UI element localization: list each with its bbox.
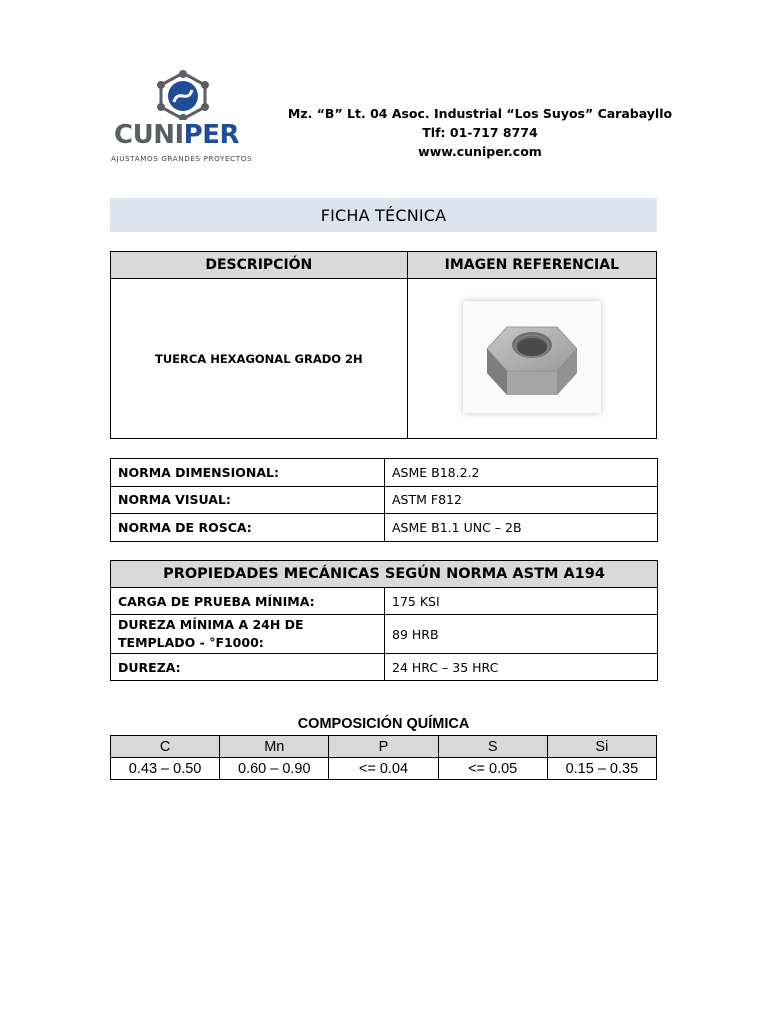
contact-block <box>280 104 680 161</box>
table-row <box>111 654 658 681</box>
description-table <box>110 251 657 439</box>
header-description: DESCRIPCIÓN <box>111 252 408 279</box>
product-description: TUERCA HEXAGONAL GRADO 2H <box>111 279 408 439</box>
logo-emblem-icon <box>154 70 212 120</box>
page-title-bar <box>110 198 657 232</box>
chemical-title: COMPOSICIÓN QUÍMICA <box>297 716 470 732</box>
reference-image <box>463 301 601 413</box>
norm-value: ASTM F812 <box>385 486 658 514</box>
property-value: 24 HRC – 35 HRC <box>385 654 658 681</box>
contact-phone: Tlf: 01-717 8774 <box>422 125 538 140</box>
table-row <box>111 514 658 542</box>
table-row <box>111 758 657 780</box>
mechanical-properties-table <box>110 560 658 681</box>
hex-nut-icon <box>463 301 601 413</box>
norm-label: NORMA DIMENSIONAL: <box>111 459 385 487</box>
element-value: 0.15 – 0.35 <box>547 758 656 780</box>
element-header: S <box>438 736 547 758</box>
logo-tagline: AJUSTAMOS GRANDES PROYECTOS <box>111 154 253 163</box>
element-header: Mn <box>220 736 329 758</box>
page-title: FICHA TÉCNICA <box>320 205 447 225</box>
element-header: C <box>111 736 220 758</box>
table-row <box>111 615 658 654</box>
element-header: P <box>329 736 438 758</box>
contact-address: Mz. “B” Lt. 04 Asoc. Industrial “Los Suyos” Carabayllo <box>287 106 673 121</box>
norm-value: ASME B18.2.2 <box>385 459 658 487</box>
property-label: CARGA DE PRUEBA MÍNIMA: <box>111 588 385 615</box>
header-image: IMAGEN REFERENCIAL <box>407 252 656 279</box>
table-row <box>111 486 658 514</box>
norm-label: NORMA DE ROSCA: <box>111 514 385 542</box>
element-value: 0.43 – 0.50 <box>111 758 220 780</box>
chemical-composition-table <box>110 735 657 780</box>
element-header: Si <box>547 736 656 758</box>
norms-table <box>110 458 658 542</box>
element-value: 0.60 – 0.90 <box>220 758 329 780</box>
element-value: <= 0.04 <box>329 758 438 780</box>
property-value: 175 KSI <box>385 588 658 615</box>
mechanical-title: PROPIEDADES MECÁNICAS SEGÚN NORMA ASTM A194 <box>111 561 658 588</box>
table-header-row <box>111 736 657 758</box>
logo-wordmark: CUNIPER <box>114 120 239 150</box>
property-label: DUREZA: <box>111 654 385 681</box>
reference-image-cell <box>407 279 656 439</box>
table-row <box>111 588 658 615</box>
norm-value: ASME B1.1 UNC – 2B <box>385 514 658 542</box>
table-row <box>111 459 658 487</box>
element-value: <= 0.05 <box>438 758 547 780</box>
property-value: 89 HRB <box>385 615 658 654</box>
contact-website: www.cuniper.com <box>418 144 542 159</box>
property-label: DUREZA MÍNIMA A 24H DE TEMPLADO - °F1000: <box>111 615 385 654</box>
company-logo <box>108 70 258 166</box>
norm-label: NORMA VISUAL: <box>111 486 385 514</box>
